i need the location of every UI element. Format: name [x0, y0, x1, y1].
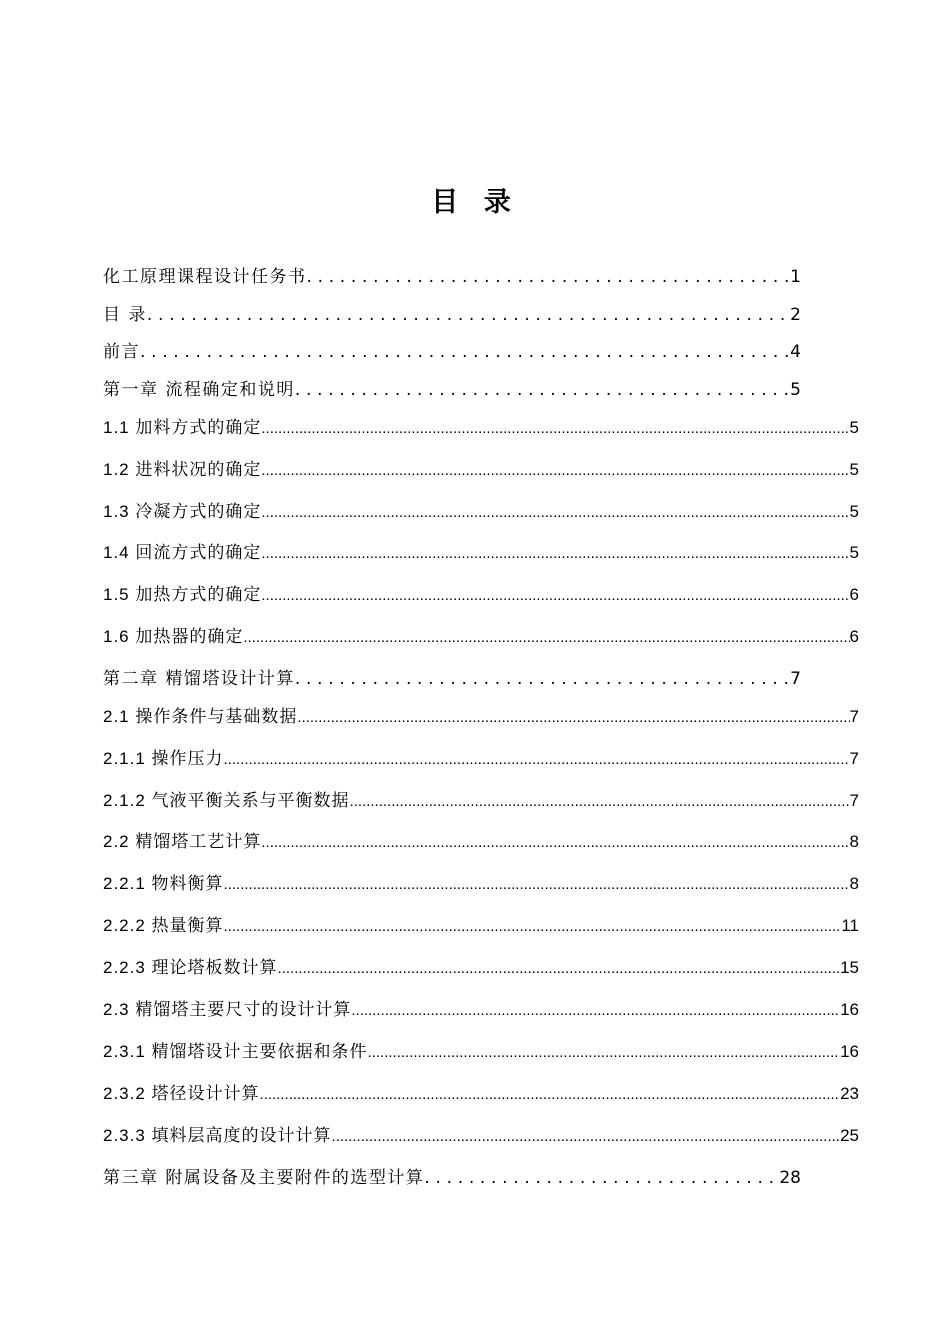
- toc-dot-leader: [351, 1002, 840, 1019]
- toc-entry[interactable]: [103, 664, 801, 702]
- toc-page-number: 23: [840, 1083, 859, 1103]
- toc-page-number: 5: [849, 501, 859, 521]
- toc-page-number: 4: [790, 342, 801, 363]
- toc-page-number: 11: [841, 916, 859, 936]
- toc-entry-text: 目 录: [103, 304, 147, 325]
- toc-page-number: 5: [849, 417, 859, 437]
- toc-entry-text: 第三章 附属设备及主要附件的选型计算: [103, 1167, 425, 1188]
- toc-entry[interactable]: [103, 995, 859, 1037]
- toc-page-number: 2: [790, 304, 801, 325]
- toc-dot-leader: [243, 629, 849, 646]
- toc-page-number: 5: [849, 459, 859, 479]
- toc-page-number: 16: [840, 1041, 859, 1061]
- toc-dot-leader: [261, 462, 849, 479]
- toc-dot-leader: [224, 876, 850, 893]
- toc-entry[interactable]: [103, 1037, 859, 1079]
- toc-dot-leader: [368, 1044, 841, 1061]
- toc-entry-text: 第二章 精馏塔设计计算: [103, 669, 295, 690]
- toc-entry-text: 2.1 操作条件与基础数据: [103, 706, 298, 726]
- toc-page-number: 5: [849, 543, 859, 563]
- toc-page-number: 16: [840, 1000, 859, 1020]
- toc-page-number: 28: [779, 1167, 801, 1188]
- toc-page-number: 7: [849, 706, 859, 726]
- toc-entry[interactable]: [103, 827, 859, 869]
- toc-entry[interactable]: [103, 375, 801, 413]
- toc-entry-text: 1.3 冷凝方式的确定: [103, 501, 262, 521]
- toc-entry-text: 1.1 加料方式的确定: [103, 417, 262, 437]
- toc-entry-text: 2.3.1 精馏塔设计主要依据和条件: [103, 1041, 368, 1061]
- toc-entry[interactable]: [103, 538, 859, 580]
- toc-dot-leader: [261, 420, 849, 437]
- toc-entry-text: 2.1.2 气液平衡关系与平衡数据: [103, 790, 350, 810]
- toc-entry-text: 第一章 流程确定和说明: [103, 380, 295, 401]
- toc-dot-leader: [261, 545, 849, 562]
- toc-page-number: 25: [840, 1125, 859, 1145]
- toc-entry-text: 1.2 进料状况的确定: [103, 459, 262, 479]
- toc-entry-text: 2.2.2 热量衡算: [103, 916, 224, 936]
- toc-entry[interactable]: [103, 337, 801, 375]
- toc-page-number: 5: [790, 380, 801, 401]
- toc-dot-leader: [147, 305, 790, 325]
- toc-entry[interactable]: [103, 786, 859, 828]
- toc-dot-leader: [295, 669, 790, 689]
- toc-page-number: 8: [849, 832, 859, 852]
- toc-dot-leader: [278, 960, 841, 977]
- toc-entry-text: 化工原理课程设计任务书: [103, 267, 307, 287]
- toc-page-number: 7: [790, 669, 801, 690]
- toc-entry-text: 2.3.2 塔径设计计算: [103, 1083, 260, 1103]
- toc-dot-leader: [424, 1168, 779, 1188]
- toc-entry[interactable]: [103, 1163, 801, 1201]
- toc-list: [103, 262, 859, 1200]
- toc-entry[interactable]: [103, 455, 859, 497]
- toc-entry[interactable]: [103, 911, 859, 953]
- toc-page-number: 8: [849, 874, 859, 894]
- toc-page-number: 6: [849, 585, 859, 605]
- toc-entry-text: 2.2.3 理论塔板数计算: [103, 958, 278, 978]
- toc-entry-text: 2.3.3 填料层高度的设计计算: [103, 1125, 332, 1145]
- toc-page-number: 7: [849, 748, 859, 768]
- toc-entry[interactable]: [103, 953, 859, 995]
- toc-entry-text: 2.2.1 物料衡算: [103, 874, 224, 894]
- page-title: 目 录: [431, 187, 519, 218]
- toc-dot-leader: [297, 709, 849, 726]
- toc-entry[interactable]: [103, 300, 801, 338]
- toc-dot-leader: [224, 918, 842, 935]
- toc-page-number: 1: [790, 267, 801, 287]
- toc-page-number: 7: [849, 790, 859, 810]
- toc-dot-leader: [350, 793, 850, 810]
- toc-entry[interactable]: [103, 1121, 859, 1163]
- toc-dot-leader: [332, 1128, 841, 1145]
- toc-dot-leader: [307, 267, 791, 287]
- toc-page-number: 15: [840, 958, 859, 978]
- toc-entry[interactable]: [103, 744, 859, 786]
- toc-dot-leader: [261, 587, 849, 604]
- toc-dot-leader: [260, 1086, 841, 1103]
- toc-dot-leader: [261, 834, 849, 851]
- toc-entry[interactable]: [103, 869, 859, 911]
- toc-dot-leader: [261, 504, 849, 521]
- toc-entry[interactable]: [103, 497, 859, 539]
- toc-entry-text: 1.5 加热方式的确定: [103, 585, 262, 605]
- toc-entry-text: 1.4 回流方式的确定: [103, 543, 262, 563]
- toc-dot-leader: [295, 380, 790, 400]
- toc-dot-leader: [140, 342, 790, 362]
- toc-dot-leader: [224, 751, 850, 768]
- toc-entry-text: 2.1.1 操作压力: [103, 748, 224, 768]
- toc-entry[interactable]: [103, 413, 859, 455]
- toc-entry[interactable]: [103, 580, 859, 622]
- toc-entry-text: 2.2 精馏塔工艺计算: [103, 832, 262, 852]
- toc-entry-text: 1.6 加热器的确定: [103, 627, 244, 647]
- toc-entry[interactable]: [103, 702, 859, 744]
- toc-entry[interactable]: [103, 262, 801, 300]
- toc-entry[interactable]: [103, 622, 859, 664]
- toc-entry-text: 2.3 精馏塔主要尺寸的设计计算: [103, 1000, 352, 1020]
- toc-entry-text: 前言: [103, 342, 140, 363]
- toc-entry[interactable]: [103, 1079, 859, 1121]
- toc-page-number: 6: [849, 627, 859, 647]
